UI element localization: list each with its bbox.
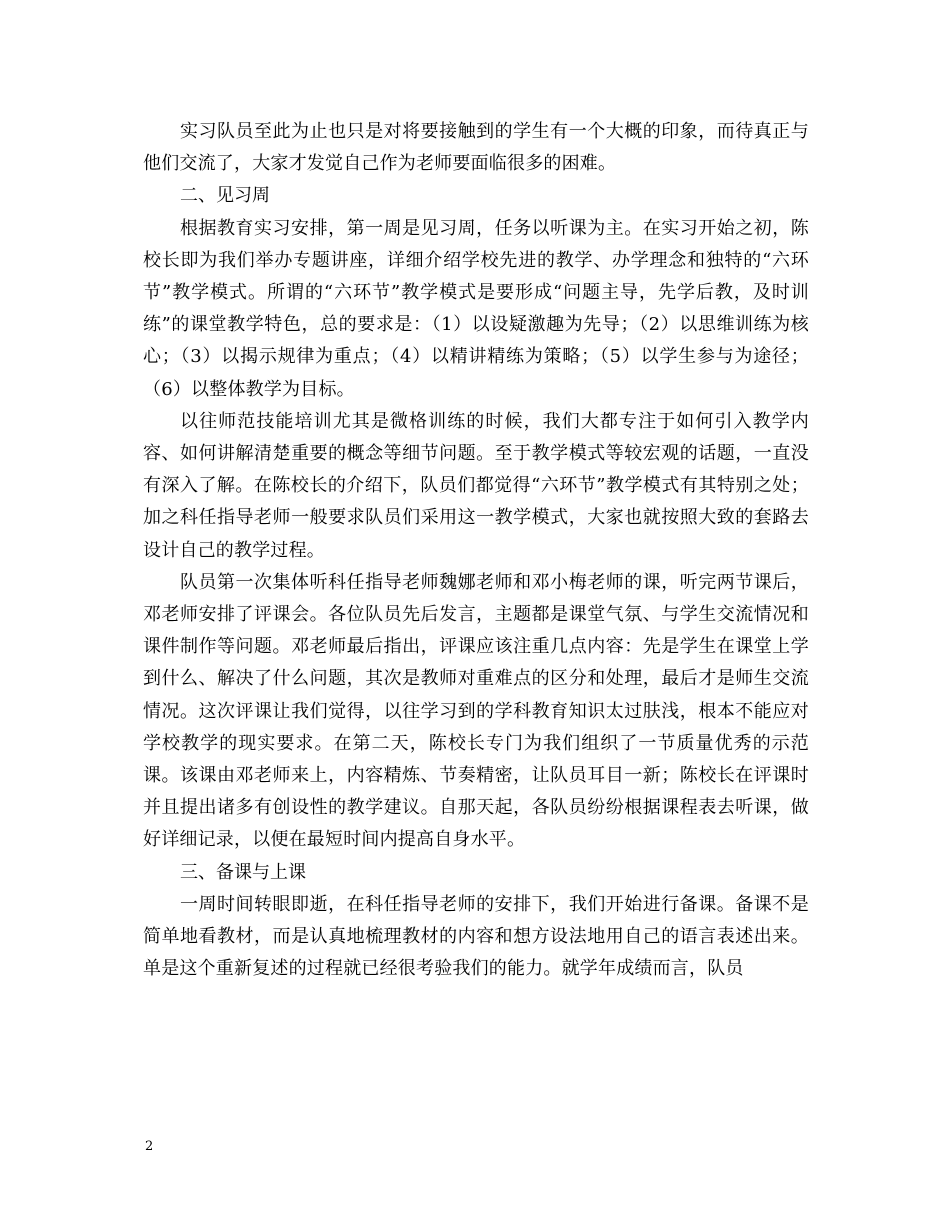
paragraph: 实习队员至此为止也只是对将要接触到的学生有一个大概的印象，而待真正与他们交流了，大家才发觉自己作为老师要面临很多的困难。 — [143, 121, 809, 175]
paragraph: 一周时间转眼即逝，在科任指导老师的安排下，我们开始进行备课。备课不是简单地看教材，而是认真地梳理教材的内容和想方设法地用自己的语言表述出来。单是这个重新复述的过程就已经很考验我们的能力。就学年成绩而言，队员 — [143, 893, 809, 980]
paragraph: 根据教育实习安排，第一周是见习周，任务以听课为主。在实习开始之初，陈校长即为我们举办专题讲座，详细介绍学校先进的教学、办学理念和独特的“六环节”教学模式。所谓的“六环节”教学模式是要形成“问题主导，先学后教，及时训练”的课堂教学特色，总的要求是：（1）以设疑激趣为先导；（2）以思维训练为核心；（3）以揭示规律为重点；（4）以精讲精练为策略；（5）以学生参与为途径；（6）以整体教学为目标。 — [143, 217, 809, 400]
page-number: 2 — [145, 1139, 154, 1154]
document-body — [143, 116, 809, 985]
paragraph: 队员第一次集体听科任指导老师魏娜老师和邓小梅老师的课，听完两节课后，邓老师安排了评课会。各位队员先后发言，主题都是课堂气氛、与学生交流情况和课件制作等问题。邓老师最后指出，评课应该注重几点内容：先是学生在课堂上学到什么、解决了什么问题，其次是教师对重难点的区分和处理，最后才是师生交流情况。这次评课让我们觉得，以往学习到的学科教育知识太过肤浅，根本不能应对学校教学的现实要求。在第二天，陈校长专门为我们组织了一节质量优秀的示范课。该课由邓老师来上，内容精炼、节奏精密，让队员耳目一新；陈校长在评课时并且提出诸多有创设性的教学建议。自那天起，各队员纷纷根据课程表去听课，做好详细记录，以便在最短时间内提高自身水平。 — [143, 571, 809, 851]
section-heading: 二、见习周 — [180, 185, 270, 207]
section-heading: 三、备课与上课 — [180, 861, 306, 883]
paragraph: 以往师范技能培训尤其是微格训练的时候，我们大都专注于如何引入教学内容、如何讲解清楚重要的概念等细节问题。至于教学模式等较宏观的话题，一直没有深入了解。在陈校长的介绍下，队员们都觉得“六环节”教学模式有其特别之处；加之科任指导老师一般要求队员们采用这一教学模式，大家也就按照大致的套路去设计自己的教学过程。 — [143, 410, 809, 561]
